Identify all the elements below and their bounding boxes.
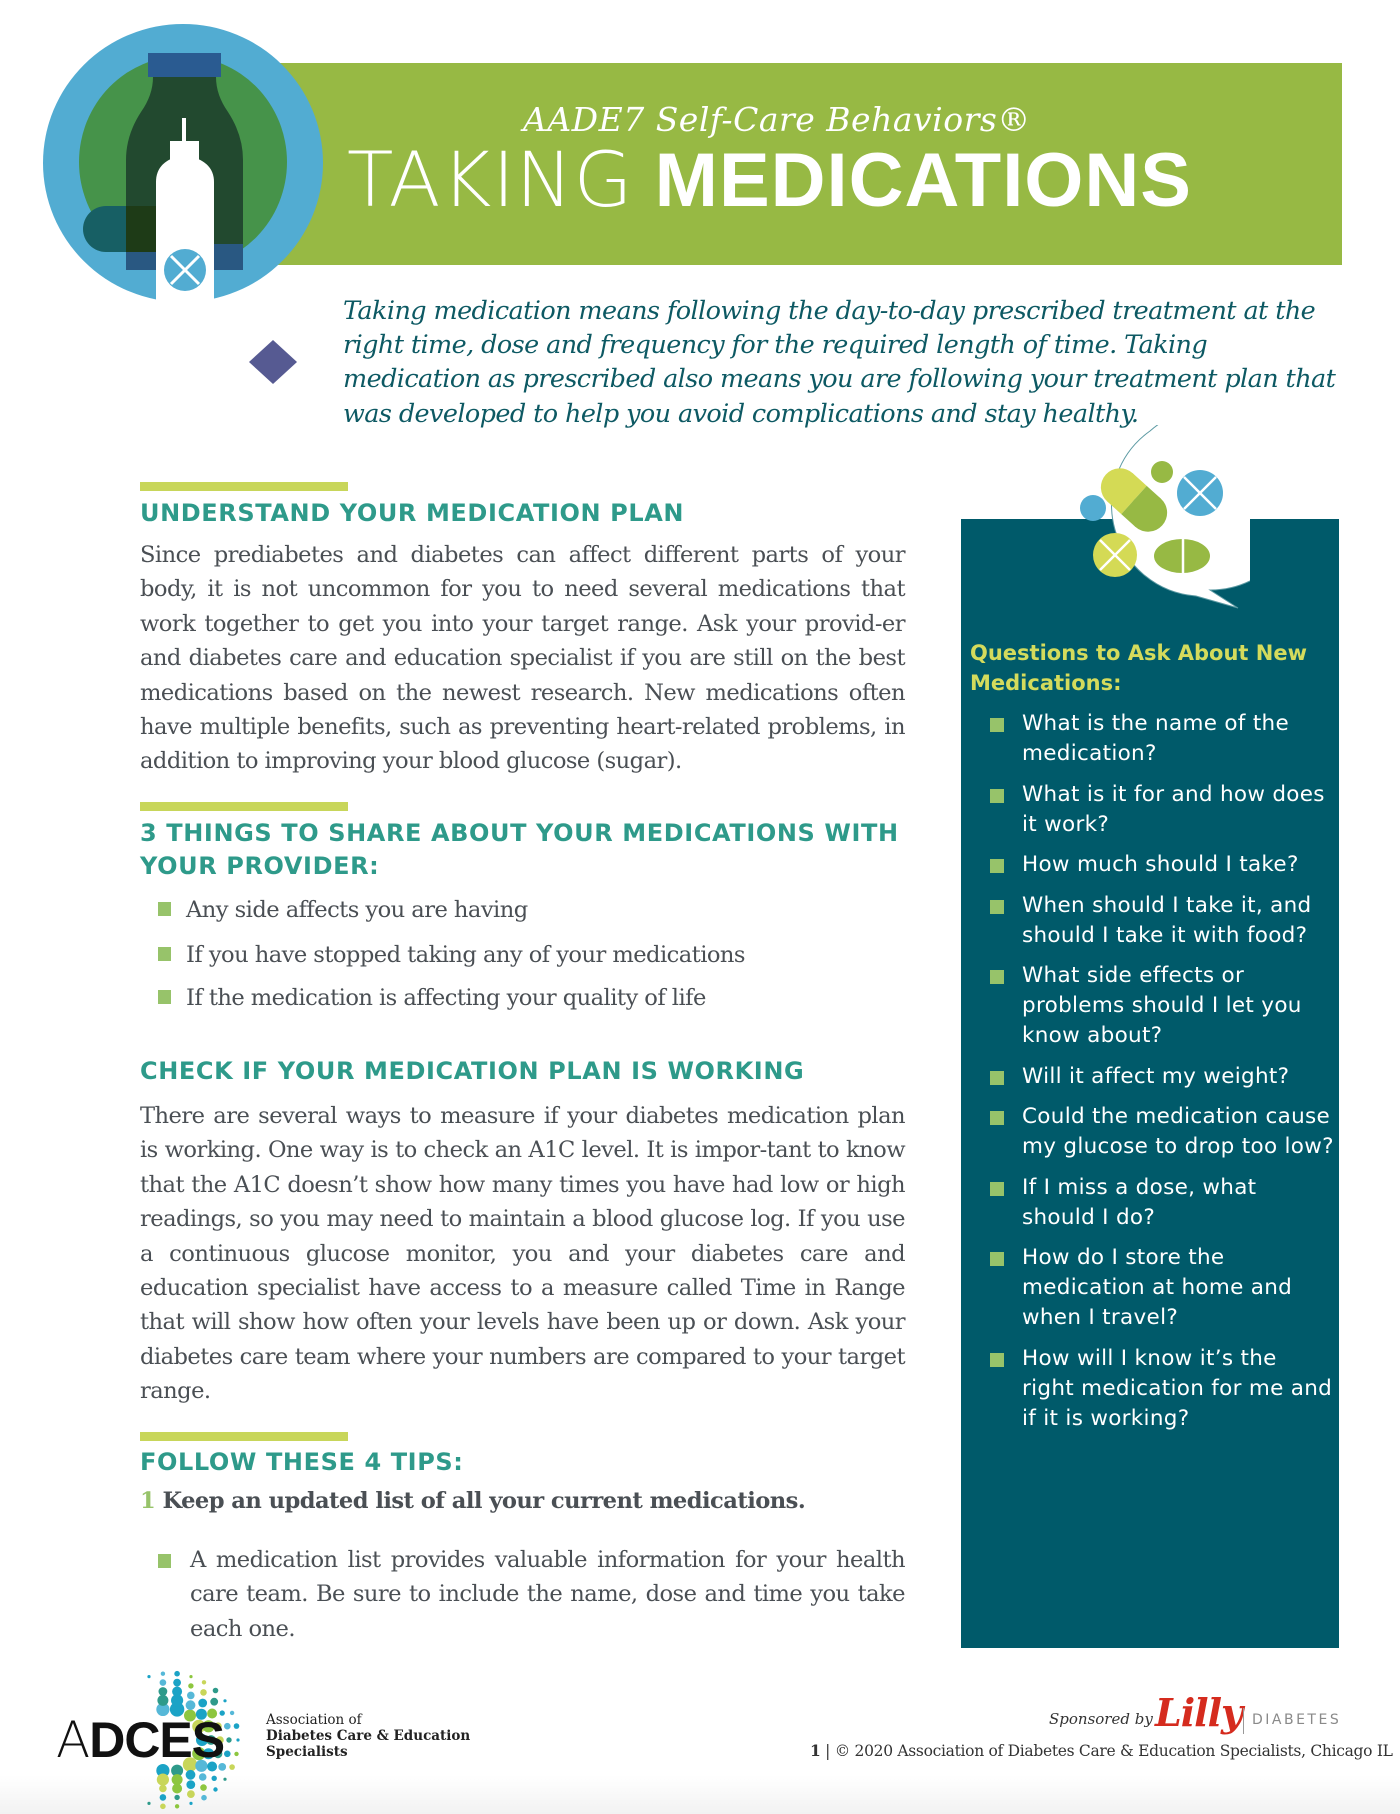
logo-dot <box>161 1672 165 1676</box>
question-item <box>990 891 1335 951</box>
logo-dot <box>175 1804 179 1808</box>
question-text: How will I know it’s the right medication for me and if it is working? <box>1022 1345 1333 1431</box>
question-text: What is the name of the medication? <box>1022 711 1289 766</box>
bottle-cap <box>148 53 221 77</box>
question-item <box>990 1344 1335 1434</box>
question-text: If I miss a dose, what should I do? <box>1022 1174 1257 1230</box>
lilly-logo: Lilly <box>1155 1690 1243 1735</box>
logo-dot <box>186 1700 196 1710</box>
question-item <box>990 1173 1335 1233</box>
bullet-square-icon <box>990 900 1004 914</box>
logo-letter: A <box>56 1711 90 1769</box>
list-item <box>158 985 706 1011</box>
question-text: What is it for and how does it work? <box>1022 781 1325 837</box>
logo-dot <box>202 1680 206 1684</box>
pill-overlap <box>126 206 156 252</box>
logo-dot <box>147 1802 150 1805</box>
bullet-square-icon <box>158 990 171 1004</box>
diamond-icon <box>249 340 297 384</box>
accent-bar <box>140 482 348 491</box>
adces-logo <box>56 1711 225 1769</box>
bullet-square-icon <box>990 718 1004 732</box>
logo-dot <box>230 1711 234 1715</box>
bullet-square-icon <box>990 1071 1004 1085</box>
logo-dot <box>187 1692 195 1700</box>
intro-text: Taking medication means following the day-to-day prescribed treatment at the right time, dose and frequency for the required length of time. Taking medication as prescribed also means you are following your treatment plan that was developed to help you avoid complications and stay healthy. <box>343 296 1336 429</box>
tip-title-text: Keep an updated list of all your current medications. <box>162 1488 806 1514</box>
logo-dot <box>223 1699 226 1702</box>
list-item <box>158 897 528 923</box>
section-body-understand: Since prediabetes and diabetes can affect different parts of your body, it is not uncommon for you to need several medications that work together to get you into your target range. Ask your provid-er and diabetes care and education specialist if you are still on the best medications based on the newest research. New medications often have multiple benefits, such as preventing heart-related problems, in addition to improving your blood glucose (sugar). <box>140 542 905 775</box>
bullet-square-icon <box>158 1554 171 1568</box>
logo-dot <box>160 1804 166 1810</box>
question-text: When should I take it, and should I take it with food? <box>1022 892 1312 948</box>
list-item <box>158 942 745 968</box>
page-title <box>347 135 1192 224</box>
questions-list <box>990 709 1335 1444</box>
bullet-square-icon <box>158 902 171 916</box>
logo-dot <box>147 1675 150 1678</box>
logo-dot <box>234 1723 240 1729</box>
question-item <box>990 780 1335 840</box>
list-item-text: If the medication is affecting your quality of life <box>186 985 706 1011</box>
question-text: How do I store the medication at home and when I travel? <box>1022 1245 1293 1330</box>
logo-dot <box>172 1774 183 1785</box>
association-name <box>266 1712 470 1760</box>
question-item <box>990 850 1335 880</box>
bullet-square-icon <box>990 789 1004 803</box>
logo-dot <box>172 1687 182 1697</box>
logo-dot <box>157 1695 168 1706</box>
bullet-square-icon <box>990 1182 1004 1196</box>
logo-divider <box>1243 1708 1244 1734</box>
list-item-text: Any side affects you are having <box>186 897 528 923</box>
question-text: Could the medication cause my glucose to drop too low? <box>1022 1104 1334 1159</box>
logo-dot <box>186 1770 196 1780</box>
pills-speech-bubble-icon <box>1050 425 1250 615</box>
logo-dot <box>159 1785 167 1793</box>
bullet-square-icon <box>990 1252 1004 1266</box>
question-item <box>990 1062 1335 1092</box>
section-heading-understand: UNDERSTAND YOUR MEDICATION PLAN <box>140 499 685 527</box>
sponsored-by-label: Sponsored by <box>1049 1710 1153 1728</box>
section-heading-check: CHECK IF YOUR MEDICATION PLAN IS WORKING <box>140 1057 805 1085</box>
lilly-diabetes-label: DIABETES <box>1252 1712 1342 1728</box>
bullet-square-icon <box>158 947 171 961</box>
copyright-line: 1 | © 2020 Association of Diabetes Care & Education Specialists, Chicago IL <box>810 1741 1393 1760</box>
question-text: Will it affect my weight? <box>1022 1063 1290 1089</box>
assoc-line: Association of <box>266 1712 362 1728</box>
logo-dot <box>160 1794 167 1801</box>
logo-dot <box>159 1687 168 1696</box>
tip-1-title <box>140 1488 805 1514</box>
bullet-square-icon <box>990 1111 1004 1125</box>
logo-dot <box>186 1780 195 1789</box>
section-heading-tips: FOLLOW THESE 4 TIPS: <box>140 1448 464 1476</box>
logo-dot <box>174 1795 179 1800</box>
title-light: TAKING <box>347 135 634 224</box>
logo-dot <box>213 1787 217 1791</box>
logo-dot <box>187 1790 195 1798</box>
question-item <box>990 709 1335 769</box>
question-text: What side effects or problems should I let you know about? <box>1022 963 1302 1048</box>
list-item-text: If you have stopped taking any of your medications <box>186 942 745 968</box>
heading-line: 3 THINGS TO SHARE ABOUT YOUR MEDICATIONS WITH <box>140 819 899 847</box>
copyright-text: © 2020 Association of Diabetes Care & Education Specialists, Chicago IL <box>834 1742 1393 1760</box>
logo-dot <box>212 1776 217 1781</box>
accent-bar <box>140 802 348 811</box>
syringe-needle <box>182 118 186 142</box>
logo-dot <box>201 1795 207 1801</box>
logo-dot <box>224 1723 231 1730</box>
question-item <box>990 961 1335 1051</box>
series-subtitle: AADE7 Self-Care Behaviors® <box>523 100 1031 139</box>
logo-dot <box>223 1778 226 1781</box>
logo-dot <box>160 1679 167 1686</box>
logo-dot <box>229 1764 235 1770</box>
accent-bar <box>140 1432 348 1441</box>
logo-dot <box>200 1784 207 1791</box>
logo-dot <box>189 1675 192 1678</box>
tip-detail-text: A medication list provides valuable information for your health care team. Be sure to include the name, dose and time you take each one. <box>190 1547 905 1642</box>
logo-dot <box>224 1751 231 1758</box>
logo-dot <box>234 1752 238 1756</box>
assoc-line: Specialists <box>266 1744 348 1760</box>
title-bold: MEDICATIONS <box>654 138 1192 223</box>
logo-dot <box>236 1738 239 1741</box>
page-number: 1 <box>810 1741 821 1760</box>
question-text: How much should I take? <box>1022 852 1299 877</box>
section-body-check: There are several ways to measure if your diabetes medication plan is working. One way is to check an A1C level. It is impor-tant to know that the A1C doesn’t show how many times you have had low or high readings, so you may need to maintain a blood glucose log. If you use a continuous glucose monitor, you and your diabetes care and education specialist have access to a measure called Time in Range that will show how often your levels have been up or down. Ask your diabetes care team where your numbers are compared to your target range. <box>140 1103 905 1405</box>
section-heading-share <box>140 817 910 883</box>
logo-dot <box>173 1679 181 1687</box>
assoc-line: Diabetes Care & Education <box>266 1728 471 1744</box>
heading-line: YOUR PROVIDER: <box>140 852 380 880</box>
logo-dot <box>157 1774 169 1786</box>
question-item <box>990 1243 1335 1333</box>
bullet-square-icon <box>990 970 1004 984</box>
logo-dot <box>188 1683 193 1688</box>
logo-dot <box>213 1688 219 1694</box>
question-item <box>990 1102 1335 1162</box>
logo-dot <box>210 1698 218 1706</box>
logo-dot <box>198 1699 207 1708</box>
bullet-square-icon <box>990 1353 1004 1367</box>
logo-dot <box>174 1671 180 1677</box>
tip-1-detail <box>158 1543 905 1646</box>
sidebar-title: Questions to Ask About New Medications: <box>970 641 1308 695</box>
logo-letters: DCES <box>89 1712 225 1768</box>
medication-logo-icon <box>40 20 330 315</box>
logo-dot <box>172 1784 182 1794</box>
tip-number: 1 <box>140 1488 156 1514</box>
logo-dot <box>199 1773 207 1781</box>
logo-dot <box>200 1689 207 1696</box>
logo-dot <box>226 1737 231 1742</box>
bullet-square-icon <box>990 859 1004 873</box>
logo-dot <box>189 1802 192 1805</box>
